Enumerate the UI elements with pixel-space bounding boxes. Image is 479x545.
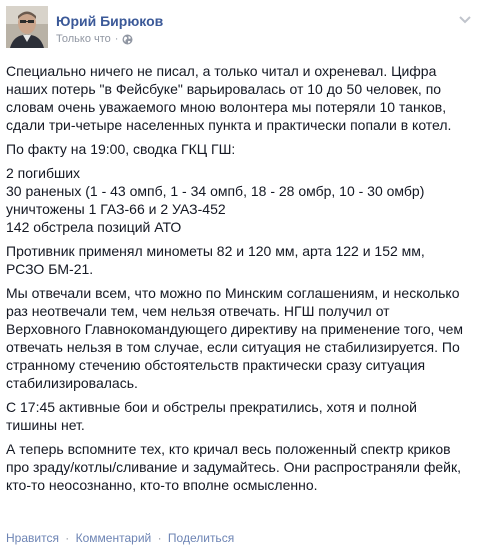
post-paragraph: А теперь вспомните тех, кто кричал весь положенный спектр криков про зраду/котлы/сливание и задумайтесь. Они распространяли фейк, кто-то неосознанно, кто-то вполне осмысленно.	[6, 441, 462, 493]
summary-line: 30 раненых (1 - 43 омпб, 1 - 34 омпб, 18 - 28 омбр, 10 - 30 омбр)	[6, 183, 425, 199]
post-body	[6, 62, 466, 500]
comment-link[interactable]: Комментарий	[75, 531, 152, 545]
casualty-summary	[6, 164, 466, 236]
post-paragraph: С 17:45 активные бои и обстрелы прекратились, хотя и полной тишины нет.	[6, 399, 417, 433]
summary-line: уничтожены 1 ГАЗ-66 и 2 УАЗ-452	[6, 201, 226, 217]
share-link[interactable]: Поделиться	[167, 531, 235, 545]
summary-line: 142 обстрела позиций АТО	[6, 219, 182, 235]
action-separator: ·	[65, 531, 70, 545]
post-paragraph: Специально ничего не писал, а только читал и охреневал. Цифра наших потерь "в Фейсбуке" варьировалась от 10 до 50 человек, по словам очень уважаемого мною волонтера мы потеряли 10 танков, сдали три-четыре населенных пункта и практически попали в котел.	[6, 63, 452, 133]
summary-line: 2 погибших	[6, 165, 81, 181]
post-actions	[6, 531, 234, 545]
chevron-down-icon[interactable]	[458, 12, 472, 22]
post-paragraph: Мы отвечали всем, что можно по Минским соглашениям, и несколько раз неотвечали тем, чем нельзя отвечать. НГШ получил от Верховного Главнокомандующего директиву на применение того, чем отвечать нельзя в том случае, если ситуация не стабилизируется. По странному стечению обстоятельств практически сразу ситуация стабилизировалась.	[6, 285, 463, 391]
post-timestamp[interactable]: Только что	[56, 33, 111, 45]
post-meta	[56, 33, 133, 45]
post-paragraph: Противник применял минометы 82 и 120 мм, арта 122 и 152 мм, РСЗО БМ-21.	[6, 243, 425, 277]
like-link[interactable]: Нравится	[6, 531, 59, 545]
post-paragraph: По факту на 19:00, сводка ГКЦ ГШ:	[6, 141, 236, 157]
action-separator: ·	[157, 531, 162, 545]
author-name-link[interactable]: Юрий Бирюков	[56, 13, 164, 29]
avatar-photo	[6, 6, 48, 48]
meta-separator: ·	[114, 33, 119, 45]
globe-icon[interactable]	[122, 34, 133, 45]
post-header	[6, 6, 472, 50]
avatar[interactable]	[6, 6, 48, 48]
